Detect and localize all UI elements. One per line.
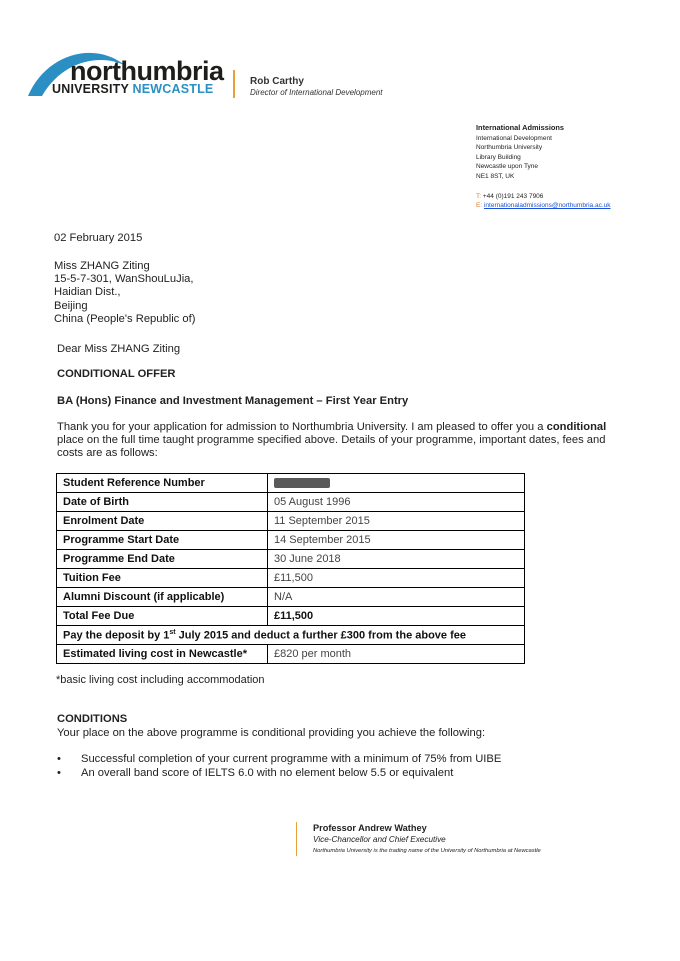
row-value: 14 September 2015 [268, 531, 525, 550]
row-label: Programme Start Date [57, 531, 268, 550]
row-label: Enrolment Date [57, 512, 268, 531]
table-row [57, 512, 525, 531]
table-row [57, 531, 525, 550]
table-row [57, 569, 525, 588]
row-value: £11,500 [268, 607, 525, 626]
row-label: Tuition Fee [57, 569, 268, 588]
salutation: Dear Miss ZHANG Ziting [57, 343, 181, 355]
intro-paragraph: Thank you for your application for admission to Northumbria University. I am pleased to offer you a conditional place on the full time taught programme specified above. Details of your programme, important dates, fees and costs are as follows: [57, 421, 607, 460]
table-row [57, 474, 525, 493]
header-divider [233, 70, 235, 98]
row-label: Total Fee Due [57, 607, 268, 626]
signature-divider [296, 822, 297, 856]
row-value: £820 per month [268, 645, 525, 664]
recipient-line: 15-5-7-301, WanShouLuJia, [54, 273, 194, 286]
logo-wordmark: northumbria [70, 56, 224, 86]
conditions-list [57, 753, 501, 781]
admissions-address [476, 123, 611, 211]
email-line: E: internationaladmissions@northumbria.ac.uk [476, 202, 611, 210]
row-value: £11,500 [268, 569, 525, 588]
deposit-note: Pay the deposit by 1st July 2015 and deduct a further £300 from the above fee [57, 626, 525, 645]
table-row-deposit [57, 626, 525, 645]
address-line: International Development [476, 134, 552, 142]
conditions-heading: CONDITIONS [57, 713, 128, 725]
address-line: Newcastle upon Tyne [476, 163, 539, 171]
row-label: Programme End Date [57, 550, 268, 569]
recipient-line: China (People's Republic of) [54, 312, 196, 325]
conditions-intro: Your place on the above programme is conditional providing you achieve the following: [57, 727, 486, 739]
row-value: 05 August 1996 [268, 493, 525, 512]
recipient-line: Beijing [54, 299, 88, 312]
list-item: • Successful completion of your current programme with a minimum of 75% from UIBE [57, 753, 501, 767]
row-label: Alumni Discount (if applicable) [57, 588, 268, 607]
director-title: Director of International Development [250, 88, 383, 97]
row-value [268, 474, 525, 493]
recipient-line: Miss ZHANG Ziting [54, 260, 150, 272]
email-link[interactable]: internationaladmissions@northumbria.ac.uk [483, 202, 611, 210]
table-row [57, 645, 525, 664]
programme-title: BA (Hons) Finance and Investment Management – First Year Entry [57, 395, 409, 407]
address-title: International Admissions [476, 123, 565, 132]
director-name: Rob Carthy [250, 76, 304, 87]
logo-subtitle: UNIVERSITY NEWCASTLE [52, 82, 214, 96]
table-row [57, 550, 525, 569]
signatory-title: Vice-Chancellor and Chief Executive [313, 835, 446, 844]
address-line: NE1 8ST, UK [476, 172, 515, 180]
address-line: Northumbria University [476, 144, 543, 152]
row-label: Estimated living cost in Newcastle* [57, 645, 268, 664]
phone-line: T: +44 (0)191 243 7906 [476, 192, 544, 200]
list-item: • An overall band score of IELTS 6.0 with no element below 5.5 or equivalent [57, 767, 501, 781]
redacted-reference [274, 478, 330, 488]
row-label: Date of Birth [57, 493, 268, 512]
table-row [57, 493, 525, 512]
address-line: Library Building [476, 153, 521, 161]
letter-date: 02 February 2015 [54, 232, 143, 244]
table-row [57, 607, 525, 626]
row-label: Student Reference Number [57, 474, 268, 493]
table-footnote: *basic living cost including accommodation [56, 674, 265, 686]
offer-heading: CONDITIONAL OFFER [57, 368, 176, 380]
recipient-address [54, 260, 195, 326]
offer-details-table [56, 473, 525, 664]
row-value: N/A [268, 588, 525, 607]
recipient-line: Haidian Dist., [54, 286, 121, 299]
row-value: 11 September 2015 [268, 512, 525, 531]
trading-name-note: Northumbria University is the trading name of the University of Northumbria at Newcastle [313, 848, 541, 854]
table-row [57, 588, 525, 607]
row-value: 30 June 2018 [268, 550, 525, 569]
signatory-name: Professor Andrew Wathey [313, 823, 427, 833]
